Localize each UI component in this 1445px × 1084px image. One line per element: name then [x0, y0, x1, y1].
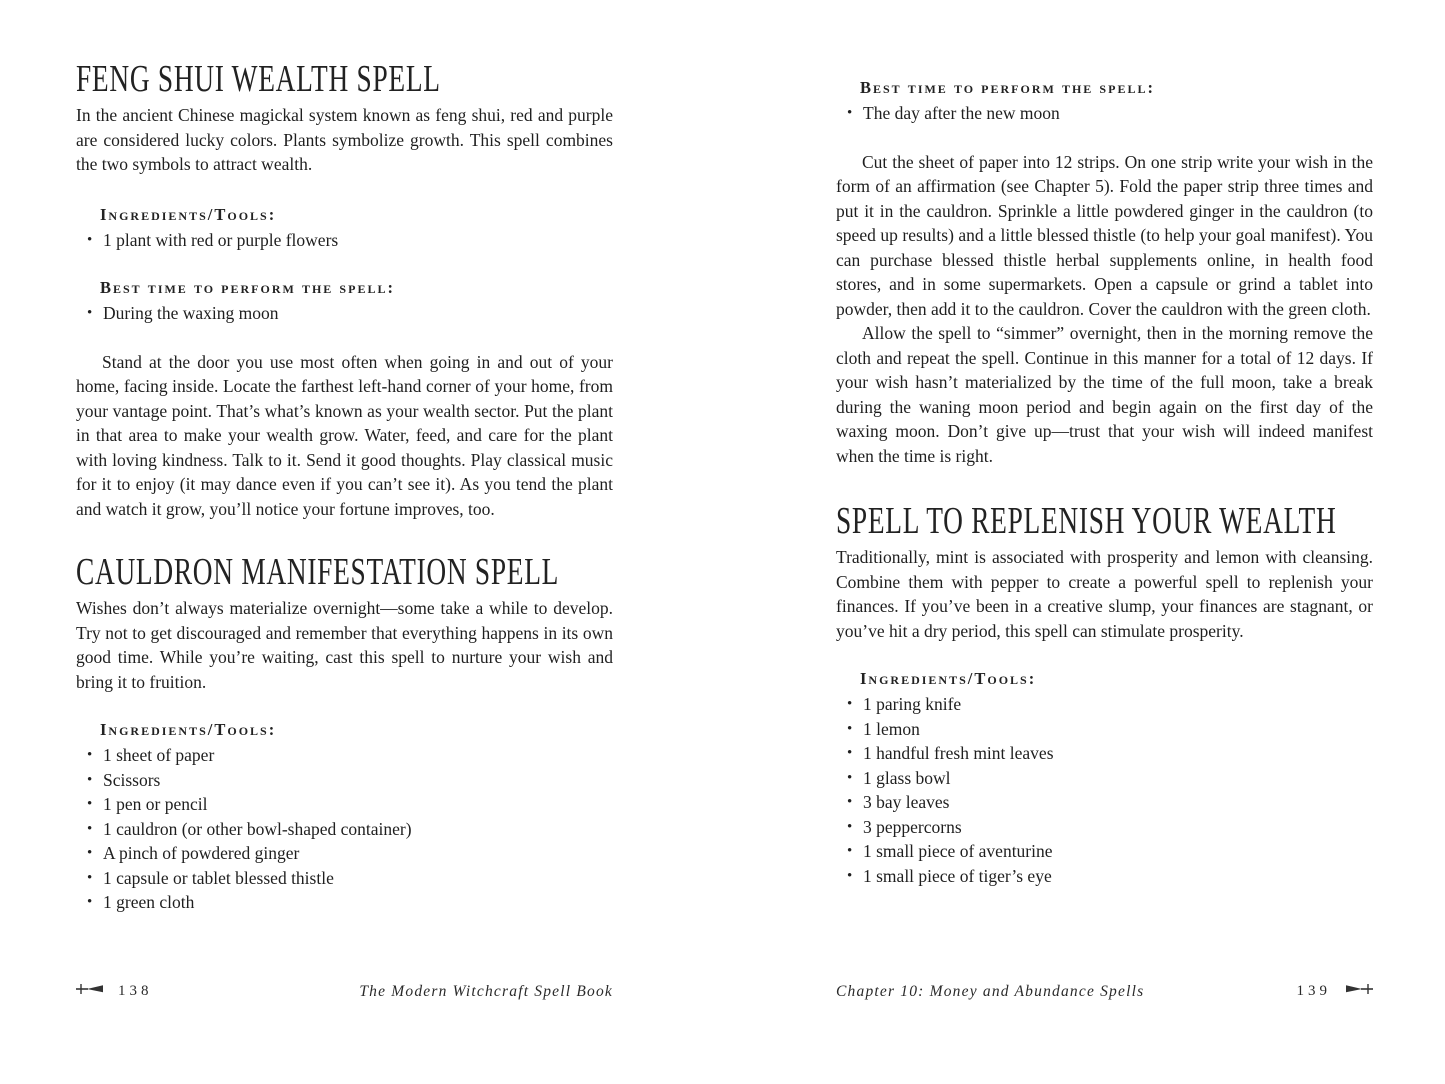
spell-intro-paragraph: Traditionally, mint is associated with prosperity and lemon with cleansing. Combine them with pepper to create a powerful spell to replenish your finances. If you’ve been in a creative slump, your finances are stagnant, or you’ve hit a dry period, this spell can stimulate prosperity. [836, 547, 1373, 641]
list-item: • 1 capsule or tablet blessed thistle [76, 866, 613, 891]
ingredients-label: Ingredients/Tools: [100, 720, 277, 739]
page-right [836, 60, 1373, 888]
spell-intro-paragraph: Wishes don’t always materialize overnight—some take a while to develop. Try not to get discouraged and remember that everything happens in its own good time. While you’re waiting, cast this spell to nurture your wish and bring it to fruition. [76, 598, 613, 692]
spell-body-paragraph: Cut the sheet of paper into 12 strips. On one strip write your wish in the form of an affirmation (see Chapter 5). Fold the paper strip three times and put it in the cauldron. Sprinkle a little powdered ginger in the cauldron (to speed up results) and a little blessed thistle (to help your goal manifest). You can purchase blessed thistle herbal supplements online, in health food stores, and in some supermarkets. Open a capsule or grind a tablet into powder, then add it to the cauldron. Cover the cauldron with the green cloth. [836, 151, 1373, 319]
list-item: • During the waxing moon [76, 301, 613, 326]
list-item: • 1 lemon [836, 717, 1373, 742]
spell-title-replenish: SPELL TO REPLENISH YOUR WEALTH [836, 500, 1337, 542]
ingredients-list [76, 743, 613, 915]
page-number: 139 [1296, 983, 1331, 999]
spell-intro-paragraph: In the ancient Chinese magickal system known as feng shui, red and purple are considered lucky colors. Plants symbolize growth. This spell combines the two symbols to attract wealth. [76, 105, 613, 174]
right-page-footer [836, 982, 1373, 1001]
list-item: • 1 cauldron (or other bowl-shaped container) [76, 817, 613, 842]
left-page-footer [76, 982, 613, 1001]
best-time-label: Best time to perform the spell: [100, 278, 395, 297]
ingredients-label: Ingredients/Tools: [860, 669, 1037, 688]
chapter-title: Chapter 10: Money and Abundance Spells [836, 982, 1145, 1000]
list-item: • 1 small piece of aventurine [836, 839, 1373, 864]
list-item: • 3 peppercorns [836, 815, 1373, 840]
list-item: • 1 green cloth [76, 890, 613, 915]
list-item: • 3 bay leaves [836, 790, 1373, 815]
page-number: 138 [118, 983, 153, 999]
ingredients-list [836, 692, 1373, 888]
ingredients-label: Ingredients/Tools: [100, 204, 277, 224]
spell-title-feng-shui: FENG SHUI WEALTH SPELL [76, 58, 441, 100]
list-item: • 1 small piece of tiger’s eye [836, 864, 1373, 889]
list-item: • 1 plant with red or purple flowers [76, 228, 613, 253]
spell-body-paragraph: Stand at the door you use most often when going in and out of your home, facing inside. Locate the farthest left-hand corner of your home, from your vantage point. That’s what’s known as your wealth sector. Put the plant in that area to make your wealth grow. Water, feed, and care for the plant with loving kindness. Talk to it. Send it good thoughts. Play classical music for it to enjoy (it may dance even if you can’t see it). As you tend the plant and watch it grow, you’ll notice your fortune improves, too. [76, 351, 613, 519]
list-item: • 1 handful fresh mint leaves [836, 741, 1373, 766]
ingredients-list [76, 228, 613, 253]
best-time-label: Best time to perform the spell: [860, 78, 1155, 97]
list-item: • 1 paring knife [836, 692, 1373, 717]
list-item: • A pinch of powdered ginger [76, 841, 613, 866]
book-title: The Modern Witchcraft Spell Book [359, 982, 613, 1000]
list-item: • 1 sheet of paper [76, 743, 613, 768]
arrow-left-ornament-icon [1345, 982, 1373, 1001]
list-item: • 1 glass bowl [836, 766, 1373, 791]
list-item: • Scissors [76, 768, 613, 793]
best-time-list [836, 101, 1373, 126]
list-item: • The day after the new moon [836, 101, 1373, 126]
spell-body-paragraph: Allow the spell to “simmer” overnight, then in the morning remove the cloth and repeat the spell. Continue in this manner for a total of 12 days. If your wish hasn’t materialized by the time of the full moon, take a break during the waning moon period and begin again on the first day of the waxing moon. Don’t give up—trust that your wish will indeed manifest when the time is right. [836, 323, 1373, 466]
spell-title-cauldron: CAULDRON MANIFESTATION SPELL [76, 551, 560, 593]
best-time-list [76, 301, 613, 326]
list-item: • 1 pen or pencil [76, 792, 613, 817]
arrow-right-ornament-icon [76, 982, 104, 1001]
page-left [76, 60, 613, 915]
